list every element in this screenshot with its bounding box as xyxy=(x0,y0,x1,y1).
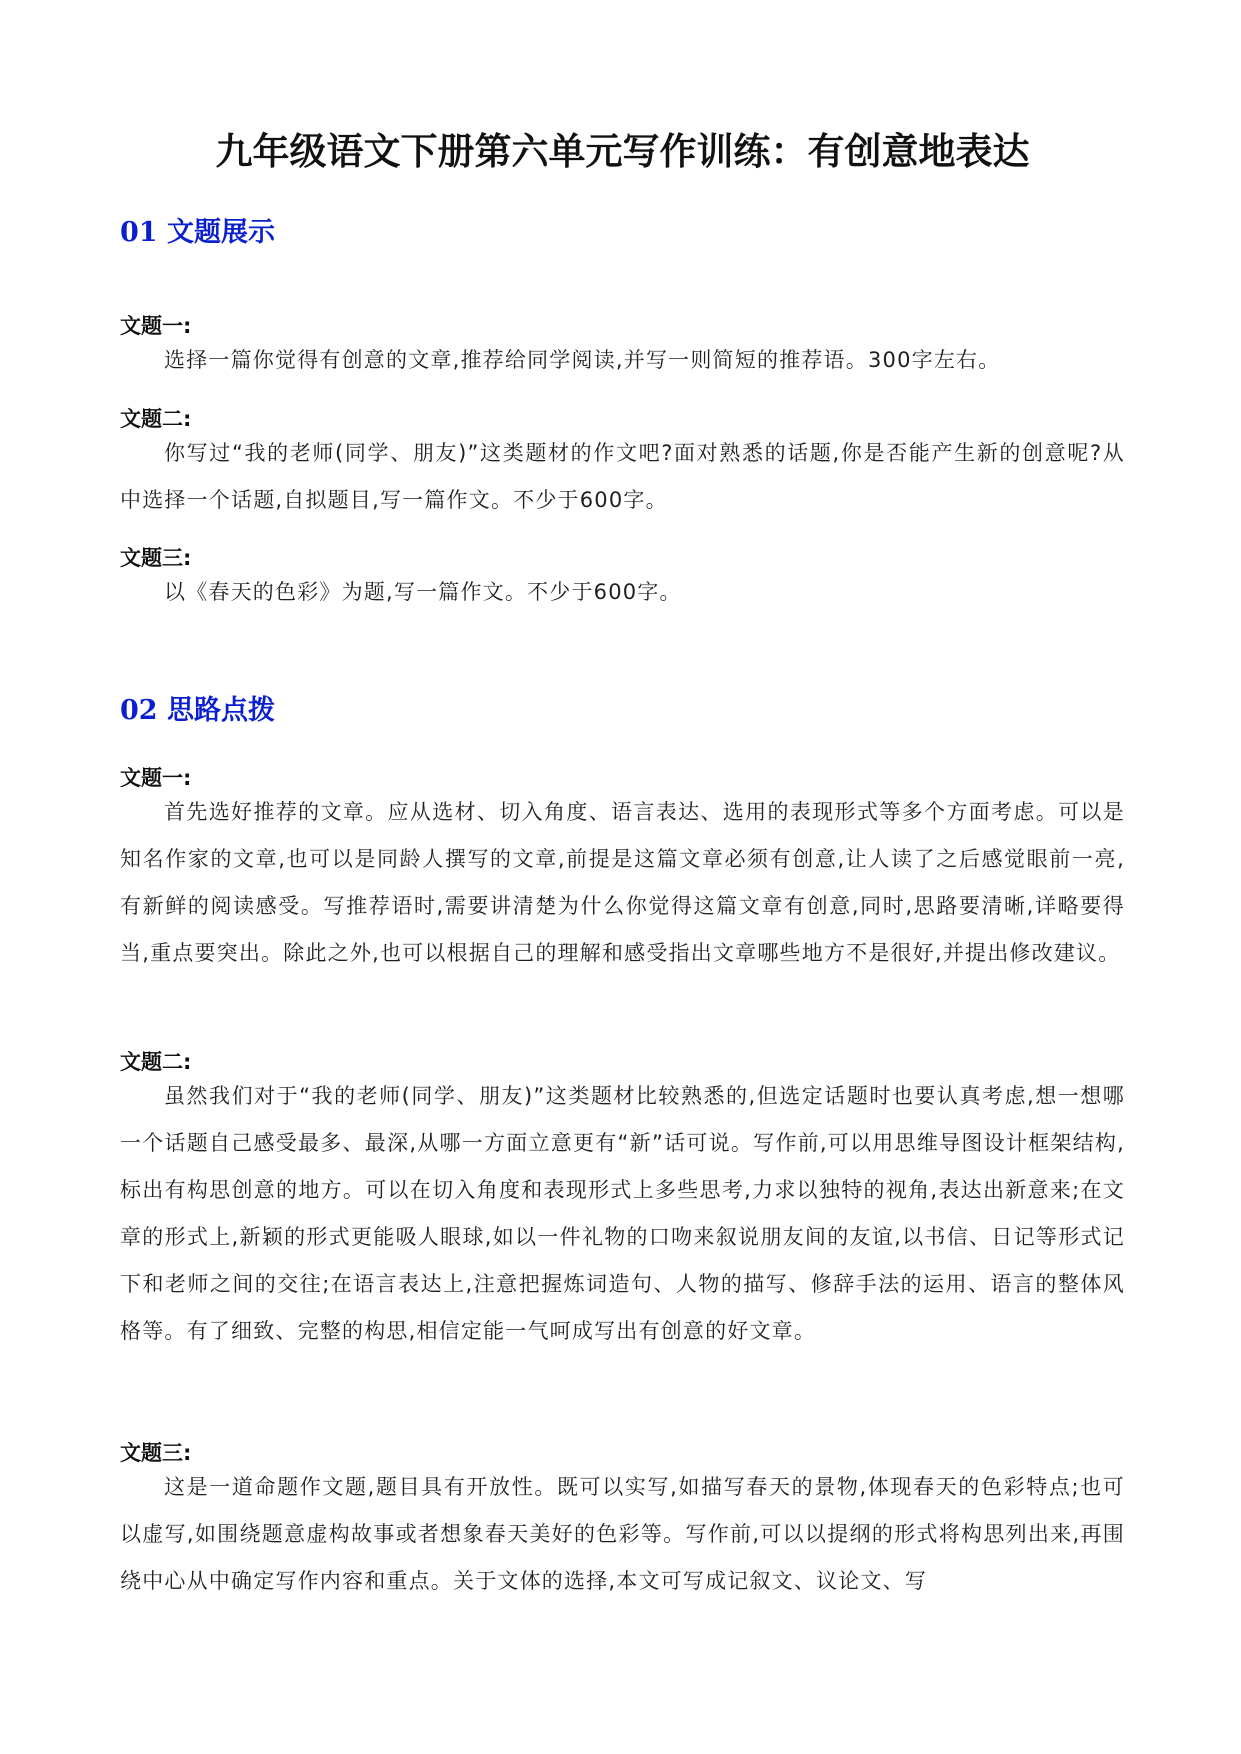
prompt-1-text: 选择一篇你觉得有创意的文章,推荐给同学阅读,并写一则简短的推荐语。300字左右。 xyxy=(164,348,1001,372)
guidance-3-text: 这是一道命题作文题,题目具有开放性。既可以实写,如描写春天的景物,体现春天的色彩特点;也可以虚写,如围绕题意虚构故事或者想象春天美好的色彩等。写作前,可以以提纲的形式将构思列出来,再围绕中心从中确定写作内容和重点。关于文体的选择,本文可写成记叙文、议论文、写 xyxy=(120,1475,1125,1593)
guidance-3-label: 文题三: xyxy=(120,1441,192,1465)
prompt-2-text: 你写过“我的老师(同学、朋友)”这类题材的作文吧?面对熟悉的话题,你是否能产生新的创意呢?从中选择一个话题,自拟题目,写一篇作文。不少于600字。 xyxy=(120,441,1125,512)
prompt-3-label: 文题三: xyxy=(120,546,192,570)
prompt-1-label: 文题一: xyxy=(120,314,192,338)
section-heading-guidance: 02 思路点拨 xyxy=(120,695,275,726)
page-title: 九年级语文下册第六单元写作训练：有创意地表达 xyxy=(215,130,1030,173)
guidance-1-text: 首先选好推荐的文章。应从选材、切入角度、语言表达、选用的表现形式等多个方面考虑。可以是知名作家的文章,也可以是同龄人撰写的文章,前提是这篇文章必须有创意,让人读了之后感觉眼前一亮,有新鲜的阅读感受。写推荐语时,需要讲清楚为什么你觉得这篇文章有创意,同时,思路要清晰,详略要得当,重点要突出。除此之外,也可以根据自己的理解和感受指出文章哪些地方不是很好,并提出修改建议。 xyxy=(120,800,1125,965)
guidance-2-label: 文题二: xyxy=(120,1050,192,1074)
guidance-1-label: 文题一: xyxy=(120,766,192,790)
prompt-2-label: 文题二: xyxy=(120,407,192,431)
prompt-3-text: 以《春天的色彩》为题,写一篇作文。不少于600字。 xyxy=(164,580,682,604)
section-heading-prompts: 01 文题展示 xyxy=(120,217,275,248)
guidance-2-text: 虽然我们对于“我的老师(同学、朋友)”这类题材比较熟悉的,但选定话题时也要认真考虑,想一想哪一个话题自己感受最多、最深,从哪一方面立意更有“新”话可说。写作前,可以用思维导图设计框架结构,标出有构思创意的地方。可以在切入角度和表现形式上多些思考,力求以独特的视角,表达出新意来;在文章的形式上,新颖的形式更能吸人眼球,如以一件礼物的口吻来叙说朋友间的友谊,以书信、日记等形式记下和老师之间的交往;在语言表达上,注意把握炼词造句、人物的描写、修辞手法的运用、语言的整体风格等。有了细致、完整的构思,相信定能一气呵成写出有创意的好文章。 xyxy=(120,1084,1125,1343)
